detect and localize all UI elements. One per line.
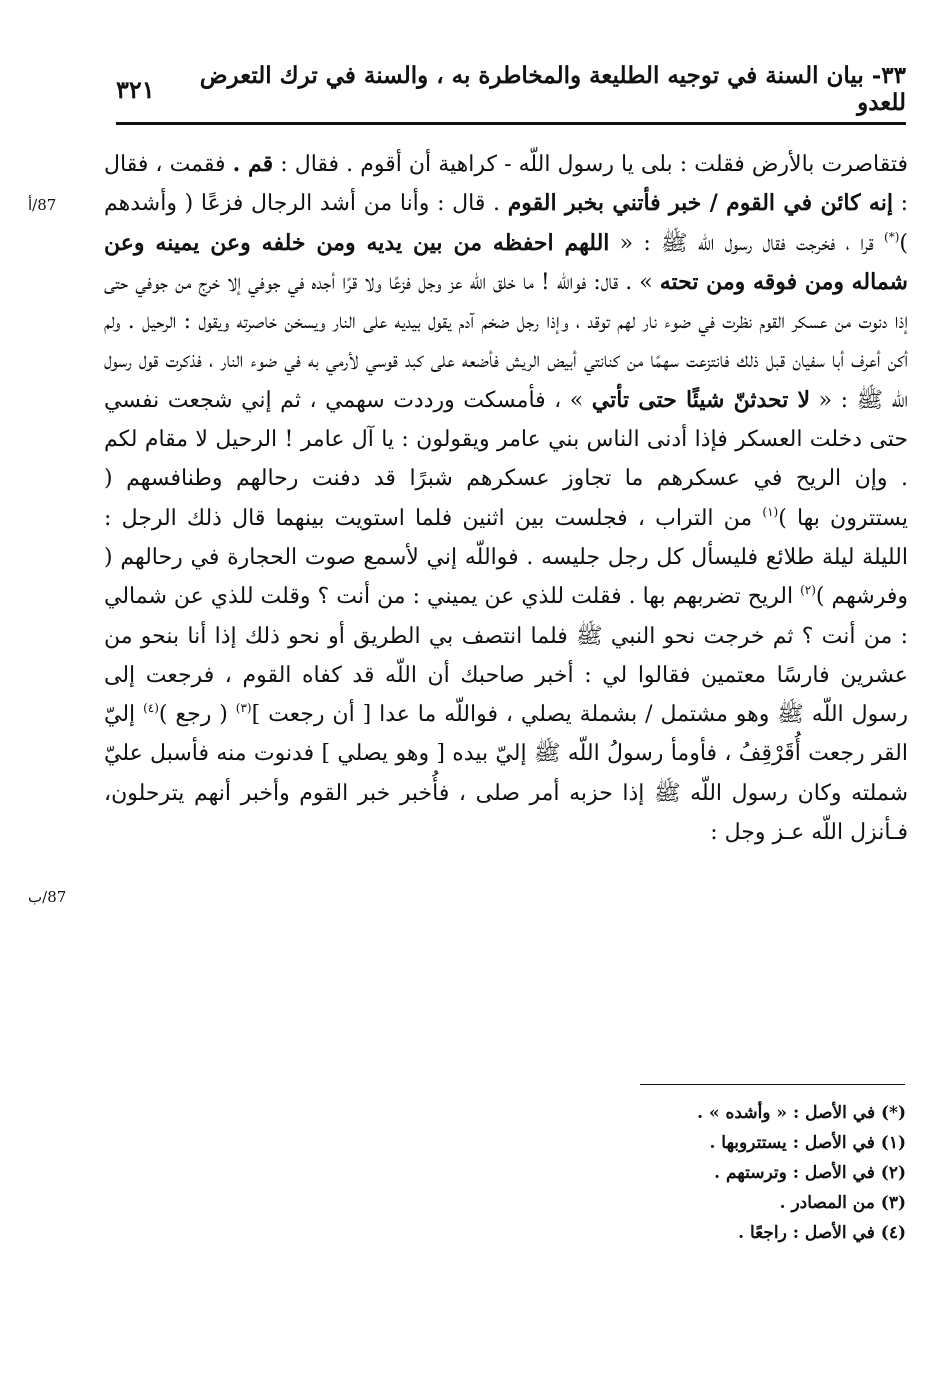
footnote-rule: [640, 1084, 905, 1085]
footnote-ref: (٤): [143, 701, 159, 716]
footnote-item: (*) في الأصل : « وأشده » .: [697, 1103, 906, 1123]
text-run: . قال : وأنا من أشد الرجال فزعًا ( وأشدهم ): [104, 191, 908, 256]
footnote-ref: (٢): [800, 583, 816, 598]
bold-quote: اللهم احفظه من بين يديه ومن خلفه وعن يمينه وعن شماله ومن فوقه ومن تحته: [104, 229, 908, 295]
text-run: » ، فأمسكت ورددت سهمي ، ثم إني شجعت نفسي حتى دخلت العسكر فإذا أدنى الناس بني عامر ويقولون : يا آل عامر ! الرحيل لا مقام لكم . وإن الريح في عسكرهم ما تجاوز عسكرهم شبرًا قد دفنت رحالهم وطنافسهم ( يستترون بها ): [104, 387, 909, 531]
page-number: ٣٢١: [116, 74, 155, 104]
text-run: من التراب ، فجلست بين اثنين فلما استويت بينهما قال ذلك الرجل : الليلة ليلة طلائع فليسأل كل رجل جليسه . فواللّه إني لأسمع صوت الحجارة في رحالهم ( وفرشهم ): [104, 505, 908, 610]
header-rule: [116, 122, 906, 125]
bold-quote: إنه كائن في القوم / خبر فأتني بخبر القوم: [507, 190, 893, 217]
text-run: قرا ، فخرجت فقال رسول اللّه ﷺ : «: [609, 230, 885, 256]
footnote-item: (١) في الأصل : يستتروبها .: [709, 1133, 906, 1153]
text-run: ( رجع ): [158, 702, 236, 728]
footnote-ref: (٣): [235, 701, 252, 716]
main-text: [104, 145, 908, 852]
main-paragraph: [104, 145, 908, 852]
footnote-item: (٣) من المصادر .: [779, 1193, 906, 1213]
text-run: فقمت ، فقال :: [104, 152, 909, 217]
footnote-ref: (*): [884, 229, 900, 244]
footnote-item: (٢) في الأصل : وترستهم .: [714, 1163, 906, 1183]
bold-quote: قم .: [232, 151, 274, 177]
margin-folio-note-a: 87/أ: [28, 196, 57, 214]
text-run: » . قال: فواللّه ! ما خلق اللّه عز وجل فزعًا ولا قرًا أجده في جوفي إلا خرج من جوفي حتى إذا دنوت من عسكر القوم نظرت في ضوء نار لهم توقد ، وإذا رجل ضخم آدم يقول بيديه على النار ويسخن خاصرته ويقول : الرحيل . ولم أكن أعرف أبا سفيان قبل ذلك فانتزعت سهمًا من كنانتي أبيض الريش فأضعه على كبد قوسي لأرمي به في ضوء النار ، فذكرت قول رسول اللّه ﷺ : «: [104, 269, 909, 413]
footnote-item: (٤) في الأصل : راجعًا .: [738, 1223, 906, 1243]
text-run: الريح تضربهم بها . فقلت للذي عن يميني : من أنت ؟ وقلت للذي عن شمالي : من أنت ؟ ثم خرجت نحو النبي ﷺ فلما انتصف بي الطريق أو نحو ذلك إذا أنا بنحو من عشرين فارسًا معتمين فقالوا لي : أخبر صاحبك أن اللّه قد كفاه القوم ، فرجعت إلى رسول اللّه ﷺ وهو مشتمل / بشملة يصلي ، فواللّه ما عدا [ أن رجعت ]: [104, 584, 908, 728]
footnotes: [400, 1098, 906, 1248]
footnote-ref: (١): [762, 504, 779, 519]
bold-quote: لا تحدثنّ شيئًا حتى تأتي: [591, 386, 811, 413]
text-run: إليّ القر رجعت أُقَرْقِفُ ، فأومأ رسولُ اللّه ﷺ إليّ بيده [ وهو يصلي ] فدنوت منه فأسبل عليّ شملته وكان رسول اللّه ﷺ إذا حزبه أمر صلى ، فأُخبر خبر القوم وأخبر أنهم يترحلون، فـأنزل اللّه عـز وجل :: [104, 702, 908, 846]
chapter-title: ٣٣- بيان السنة في توجيه الطليعة والمخاطرة به ، والسنة في ترك التعرض للعدو: [199, 62, 906, 116]
text-run: فتقاصرت بالأرض فقلت : بلى يا رسول اللّه - كراهية أن أقوم . فقال :: [273, 152, 908, 177]
margin-folio-note-b: 87/ب: [28, 888, 67, 906]
running-header: [116, 64, 906, 114]
